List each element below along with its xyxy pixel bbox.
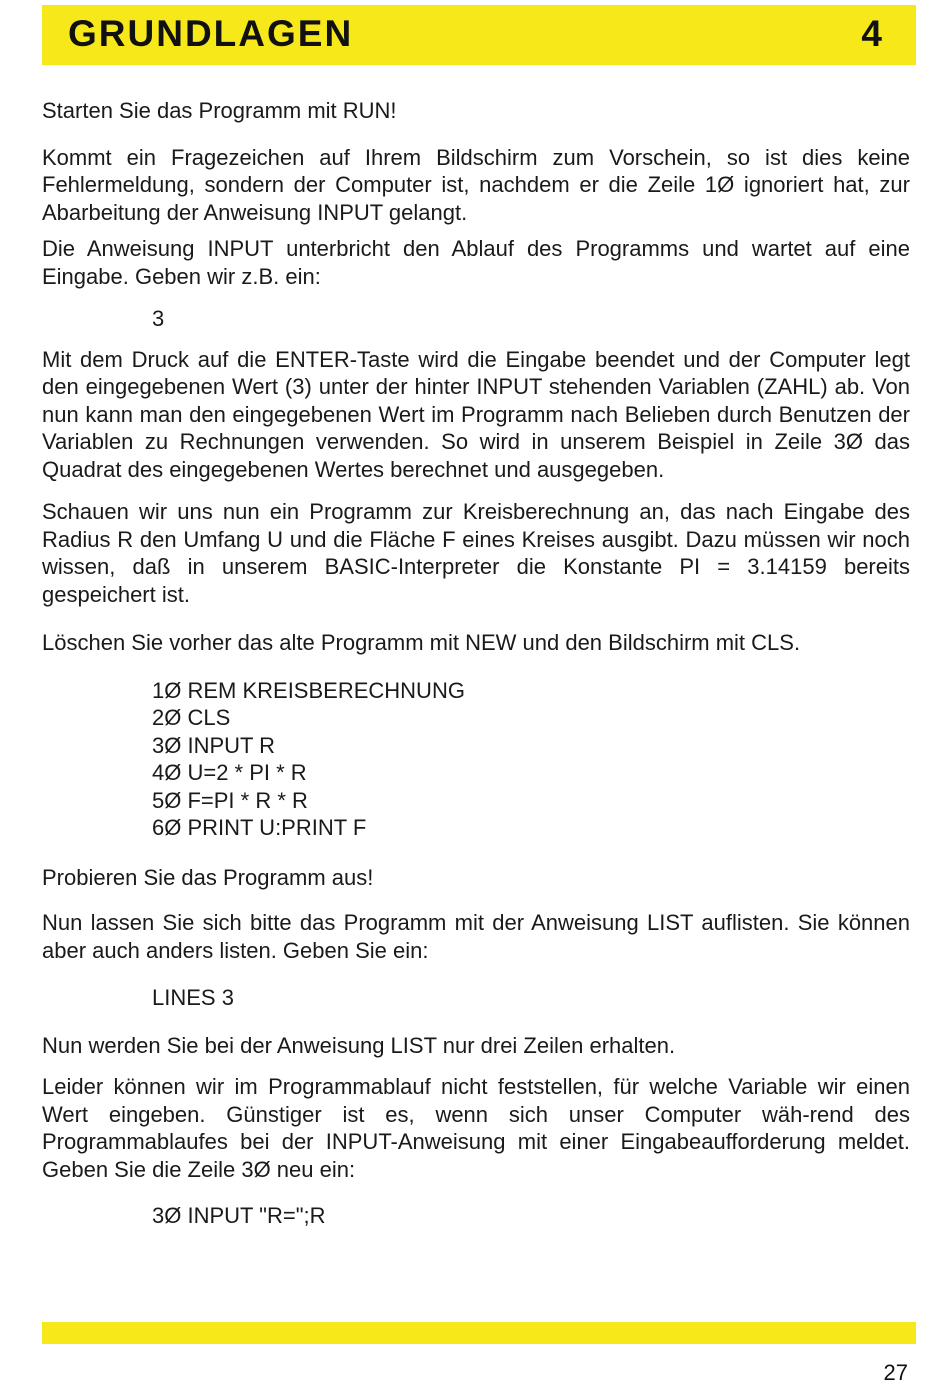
paragraph-7: Probieren Sie das Programm aus! [42,864,374,890]
chapter-number: 4 [861,13,882,54]
paragraph-1: Starten Sie das Programm mit RUN! [42,98,397,123]
code-lines-command: LINES 3 [152,985,234,1010]
code-line: 6Ø PRINT U:PRINT F [152,815,367,840]
paragraph-10: Leider können wir im Programmablauf nicht feststellen, für welche Variable wir einen Wert eingeben. Günstiger ist es, wenn sich unser Computer wäh-rend des Programmablaufes bei der INPUT-Anweisung mit einer Eingabeaufforderung meldet. Geben Sie die Zeile 3Ø neu ein: [42,1074,910,1182]
code-line: 2Ø CLS [152,705,231,730]
chapter-title: GRUNDLAGEN [68,13,354,54]
paragraph-4: Mit dem Druck auf die ENTER-Taste wird die Eingabe beendet und der Computer legt den eingegebenen Wert (3) unter der hinter INPUT stehenden Variablen (ZAHL) ab. Von nun kann man den eingegebenen Wert im Programm nach Belieben durch Benutzen der Variablen zu Rechnungen verwenden. So wird in unserem Beispiel in Zeile 3Ø das Quadrat des eingegebenen Wertes berechnet und ausgegeben. [42,346,910,482]
code-new-line: 3Ø INPUT "R=";R [152,1203,326,1228]
code-line: 1Ø REM KREISBERECHNUNG [152,677,465,703]
paragraph-2: Kommt ein Fragezeichen auf Ihrem Bildschirm zum Vorschein, so ist dies keine Fehlermeldung, sondern der Computer ist, nachdem er die Zeile 1Ø ignoriert hat, zur Abarbeitung der Anweisung INPUT gelangt. [42,144,910,225]
page-body [42,97,910,1230]
paragraph-5: Schauen wir uns nun ein Programm zur Kreisberechnung an, das nach Eingabe des Radius R den Umfang U und die Fläche F eines Kreises ausgibt. Dazu müssen wir noch wissen, daß in unserem BASIC-Interpreter die Konstante PI = 3.14159 bereits gespeichert ist. [42,499,910,607]
code-input-value: 3 [152,306,165,331]
paragraph-8: Nun lassen Sie sich bitte das Programm mit der Anweisung LIST auflisten. Sie können aber auch anders listen. Geben Sie ein: [42,910,910,963]
page-number: 27 [883,1360,908,1385]
paragraph-3: Die Anweisung INPUT unterbricht den Ablauf des Programms und wartet auf eine Eingabe. Geben wir z.B. ein: [42,236,910,289]
paragraph-9: Nun werden Sie bei der Anweisung LIST nur drei Zeilen erhalten. [42,1032,676,1058]
paragraph-6: Löschen Sie vorher das alte Programm mit NEW und den Bildschirm mit CLS. [42,630,801,655]
footer-bar [42,1322,916,1344]
code-line: 4Ø U=2 * PI * R [152,760,307,785]
code-line: 5Ø F=PI * R * R [152,787,308,813]
chapter-header-bar [42,5,916,65]
code-line: 3Ø INPUT R [152,732,276,758]
code-listing [42,677,910,842]
